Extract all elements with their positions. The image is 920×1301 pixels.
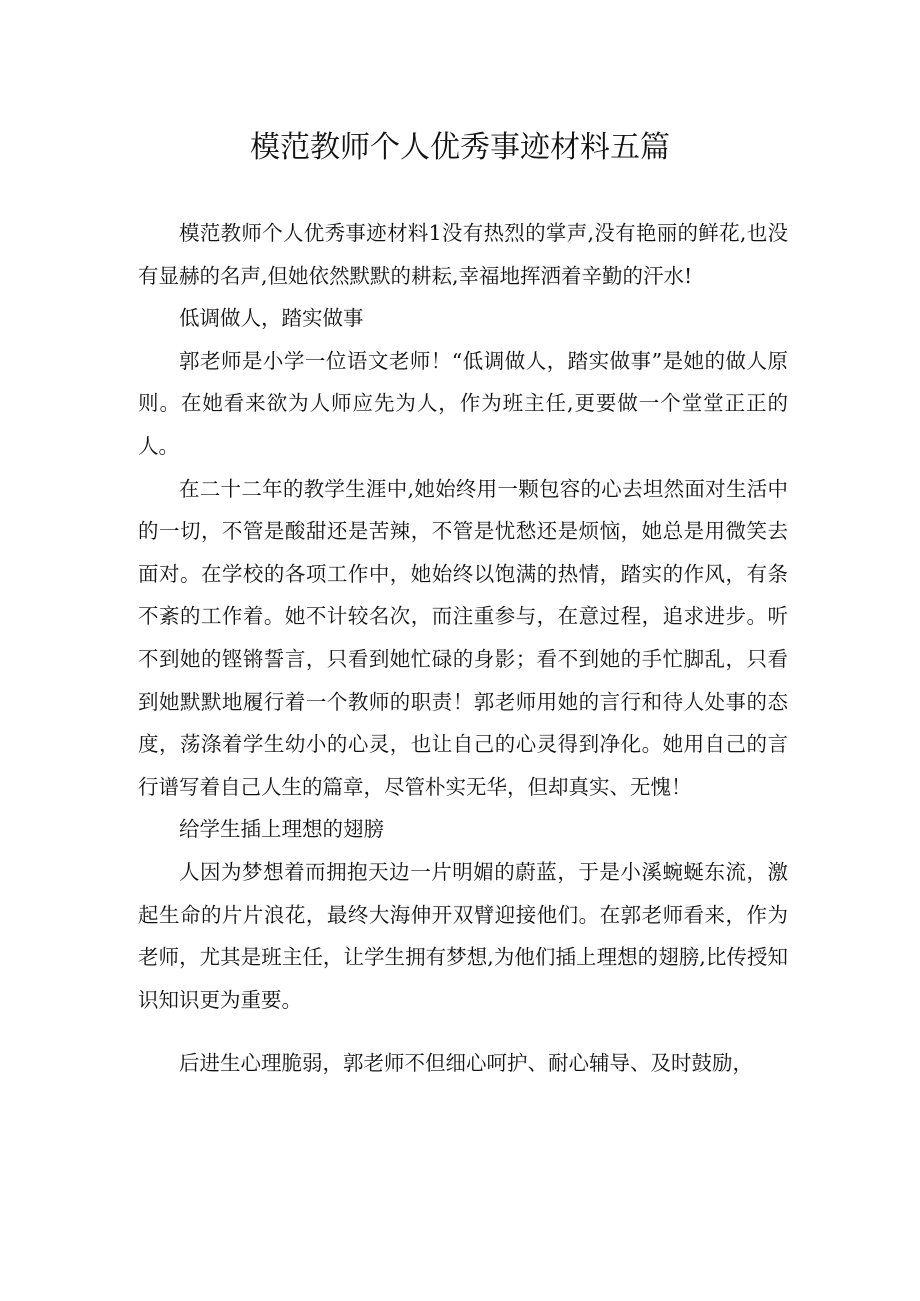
paragraph-intro: 模范教师个人优秀事迹材料1没有热烈的掌声,没有艳丽的鲜花,也没有显赫的名声,但她依然默默的耕耘,幸福地挥洒着辛勤的汗水!	[138, 221, 788, 288]
paragraph-dreams: 人因为梦想着而拥抱天边一片明媚的蔚蓝，于是小溪蜿蜒东流，激起生命的片片浪花，最终大海伸开双臂迎接他们。在郭老师看来，作为老师，尤其是班主任，让学生拥有梦想,为他们插上理想的翅膀,比传授知识知识更为重要。	[138, 859, 788, 1012]
document-title: 模范教师个人优秀事迹材料五篇	[250, 130, 670, 165]
paragraph-career: 在二十二年的教学生涯中,她始终用一颗包容的心去坦然面对生活中的一切，不管是酸甜还是苦辣，不管是忧愁还是烦恼，她总是用微笑去面对。在学校的各项工作中，她始终以饱满的热情，踏实的作风，有条不紊的工作着。她不计较名次，而注重参与，在意过程，追求进步。听不到她的铿锵誓言，只看到她忙碌的身影；看不到她的手忙脚乱，只看到她默默地履行着一个教师的职责！郭老师用她的言行和待人处事的态度，荡涤着学生幼小的心灵，也让自己的心灵得到净化。她用自己的言行谱写着自己人生的篇章，尽管朴实无华，但却真实、无愧！	[138, 476, 788, 799]
document-body	[138, 212, 788, 1085]
section-heading-low-profile: 低调做人，踏实做事	[179, 306, 364, 331]
paragraph-struggling-students: 后进生心理脆弱，郭老师不但细心呵护、耐心辅导、及时鼓励，	[179, 1051, 753, 1076]
section-heading-wings: 给学生插上理想的翅膀	[179, 817, 384, 842]
paragraph-principle: 郭老师是小学一位语文老师！“低调做人，踏实做事”是她的做人原则。在她看来欲为人师应先为人，作为班主任,更要做一个堂堂正正的人。	[138, 348, 788, 458]
